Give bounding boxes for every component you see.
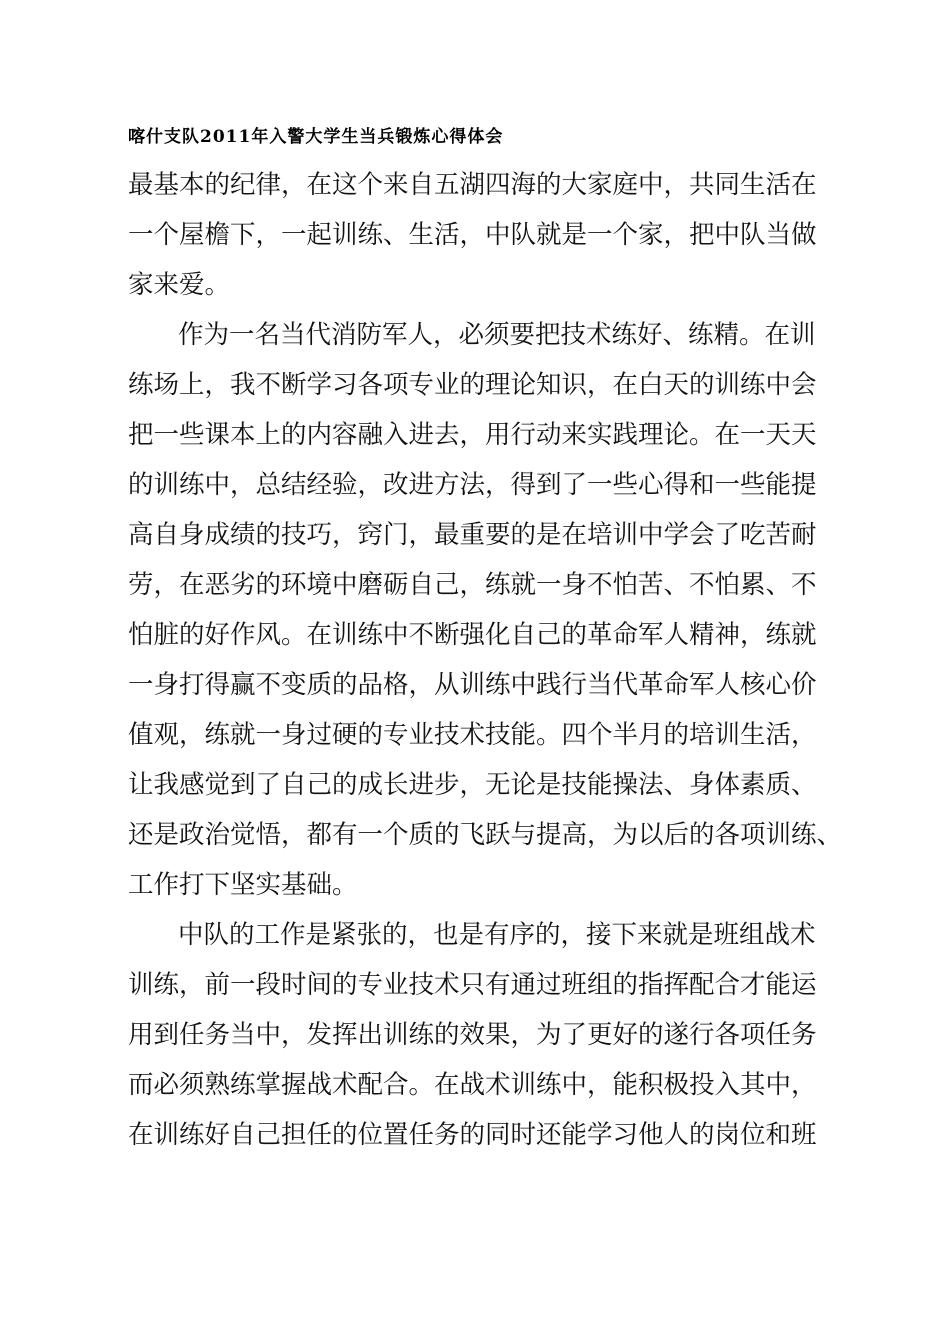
text-line: 劳，在恶劣的环境中磨砺自己，练就一身不怕苦、不怕累、不 [128,570,817,600]
paragraph-first-line: 中队的工作是紧张的，也是有序的，接下来就是班组战术 [178,920,816,950]
text-line: 训练，前一段时间的专业技术只有通过班组的指挥配合才能运 [128,970,817,1000]
text-line: 值观，练就一身过硬的专业技术技能。四个半月的培训生活， [128,720,817,750]
text-line: 最基本的纪律，在这个来自五湖四海的大家庭中，共同生活在 [128,170,817,200]
text-line: 而必须熟练掌握战术配合。在战术训练中，能积极投入其中， [128,1070,817,1100]
text-line: 让我感觉到了自己的成长进步，无论是技能操法、身体素质、 [128,770,817,800]
text-line: 怕脏的好作风。在训练中不断强化自己的革命军人精神，练就 [128,620,817,650]
text-line: 的训练中，总结经验，改进方法，得到了一些心得和一些能提 [128,470,817,500]
text-line: 家来爱。 [128,270,231,300]
document-header-title: 喀什支队2011年入警大学生当兵锻炼心得体会 [128,127,504,147]
document-body [128,160,843,1160]
text-line: 在训练好自己担任的位置任务的同时还能学习他人的岗位和班 [128,1120,817,1150]
text-line: 高自身成绩的技巧，窍门，最重要的是在培训中学会了吃苦耐 [128,520,817,550]
paragraph-first-line: 作为一名当代消防军人，必须要把技术练好、练精。在训 [178,320,816,350]
text-line: 练场上，我不断学习各项专业的理论知识，在白天的训练中会 [128,370,817,400]
text-line: 还是政治觉悟，都有一个质的飞跃与提高，为以后的各项训练、 [128,820,843,850]
text-line: 一身打得赢不变质的品格，从训练中践行当代革命军人核心价 [128,670,817,700]
text-line: 一个屋檐下，一起训练、生活，中队就是一个家，把中队当做 [128,220,817,250]
text-line: 工作打下坚实基础。 [128,870,358,900]
text-line: 用到任务当中，发挥出训练的效果，为了更好的遂行各项任务 [128,1020,817,1050]
text-line: 把一些课本上的内容融入进去，用行动来实践理论。在一天天 [128,420,817,450]
